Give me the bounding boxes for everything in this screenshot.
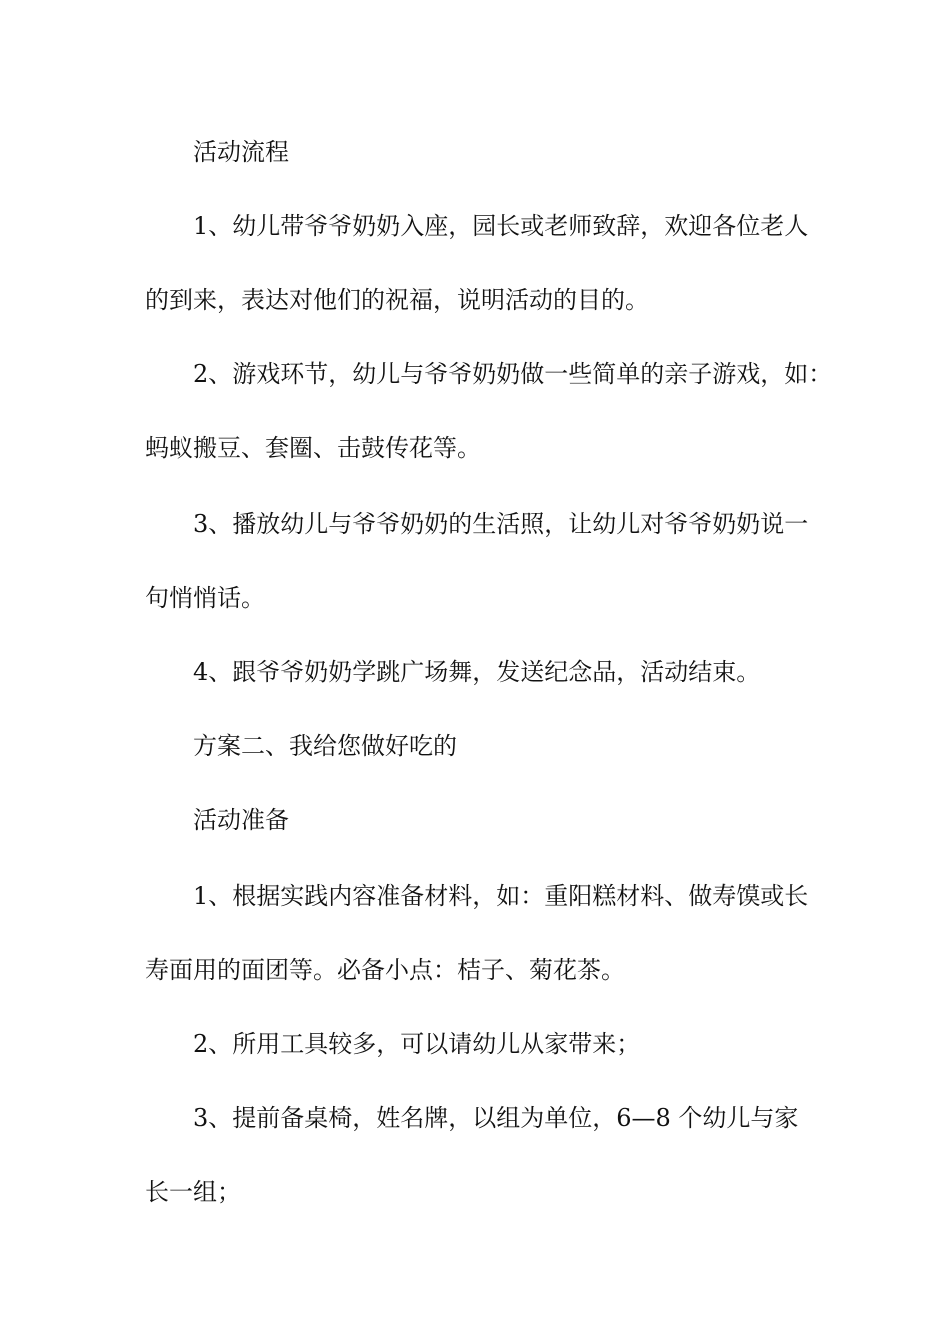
paragraph-line: 3、播放幼儿与爷爷奶奶的生活照，让幼儿对爷爷奶奶说一 bbox=[193, 510, 809, 538]
paragraph-line: 长一组； bbox=[145, 1178, 241, 1206]
paragraph-line: 句悄悄话。 bbox=[145, 584, 265, 612]
section-heading-activity-preparation: 活动准备 bbox=[193, 806, 289, 834]
section-heading-activity-process: 活动流程 bbox=[193, 138, 289, 166]
paragraph-line: 3、提前备桌椅，姓名牌，以组为单位，6—8 个幼儿与家 bbox=[193, 1104, 799, 1132]
paragraph-line: 的到来，表达对他们的祝福，说明活动的目的。 bbox=[145, 286, 649, 314]
paragraph-line: 蚂蚁搬豆、套圈、击鼓传花等。 bbox=[145, 434, 481, 462]
section-heading-plan-two: 方案二、我给您做好吃的 bbox=[193, 732, 457, 760]
paragraph-line: 寿面用的面团等。必备小点：桔子、菊花茶。 bbox=[145, 956, 625, 984]
paragraph-line: 1、根据实践内容准备材料，如：重阳糕材料、做寿馍或长 bbox=[193, 882, 809, 910]
paragraph-line: 1、幼儿带爷爷奶奶入座，园长或老师致辞，欢迎各位老人 bbox=[193, 212, 809, 240]
paragraph-line: 4、跟爷爷奶奶学跳广场舞，发送纪念品，活动结束。 bbox=[193, 658, 761, 686]
paragraph-line: 2、游戏环节，幼儿与爷爷奶奶做一些简单的亲子游戏，如： bbox=[193, 360, 833, 388]
paragraph-line: 2、所用工具较多，可以请幼儿从家带来； bbox=[193, 1030, 641, 1058]
